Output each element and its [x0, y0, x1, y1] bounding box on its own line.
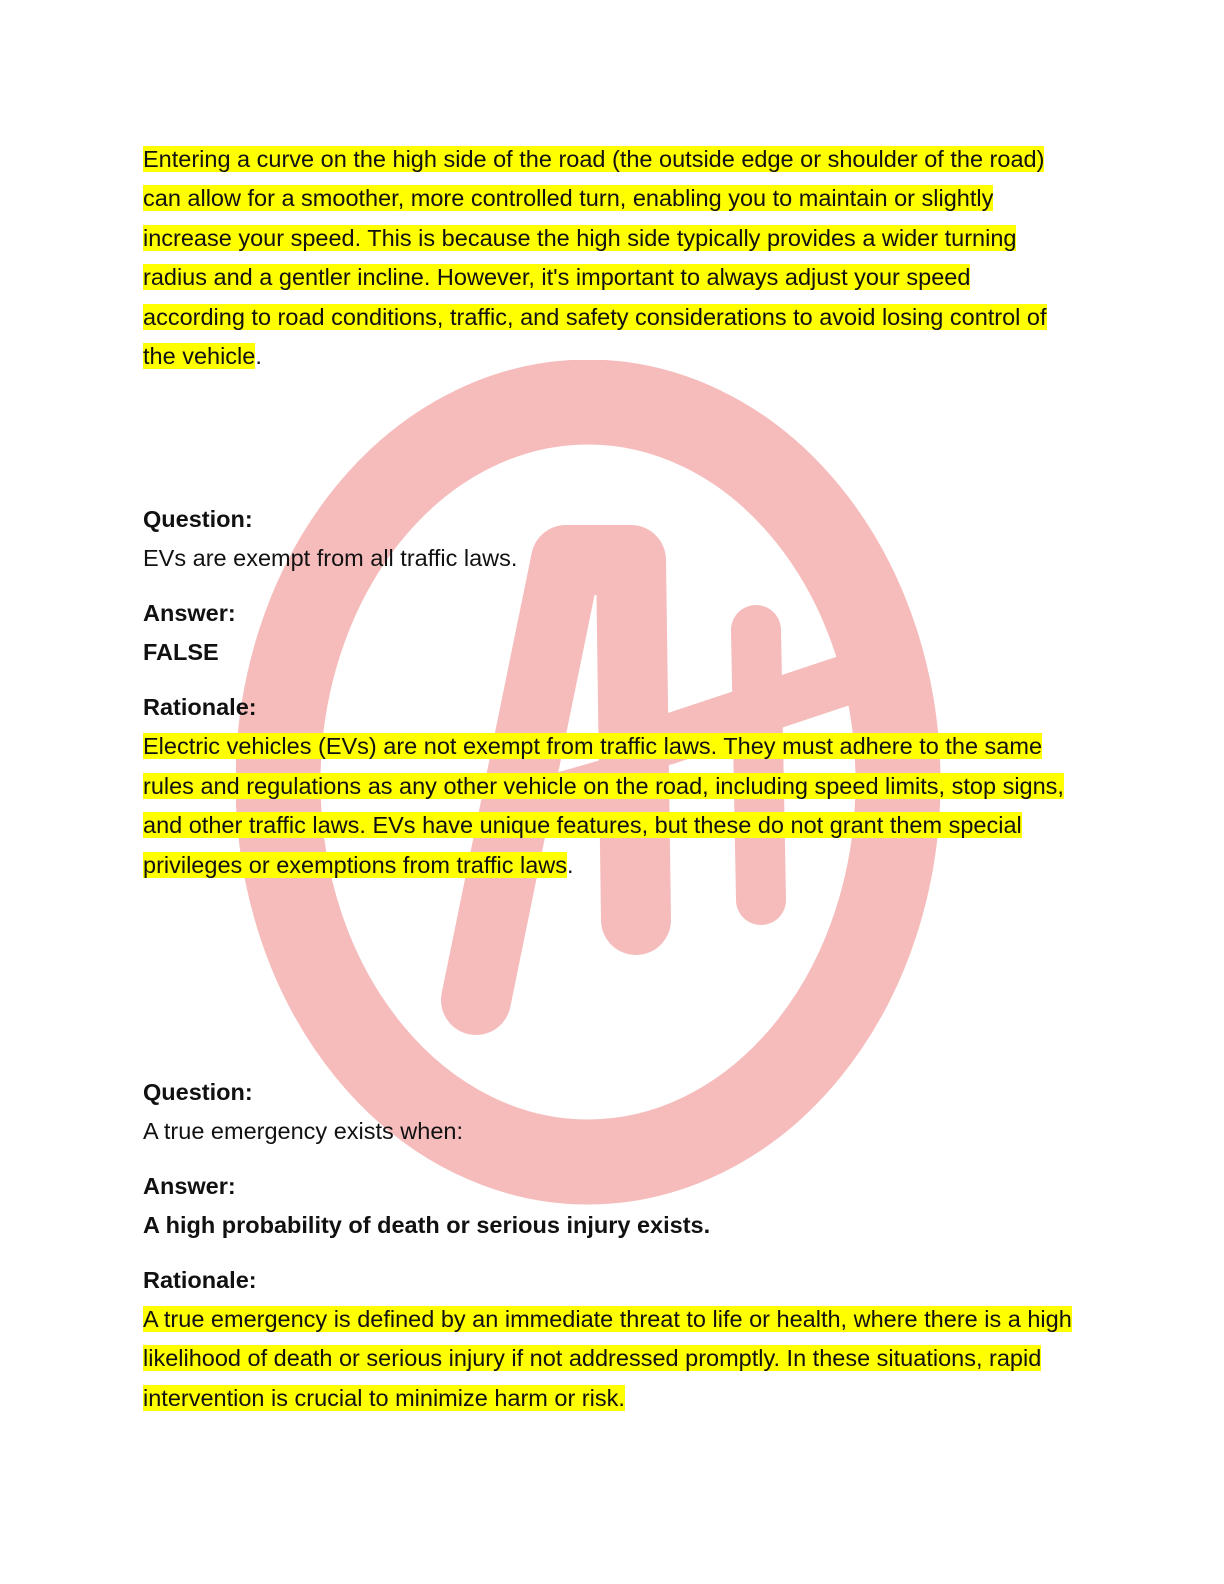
answer-label: Answer: [143, 600, 236, 627]
answer-text: A high probability of death or serious injury exists. [143, 1212, 711, 1239]
answer-text: FALSE [143, 639, 219, 666]
rationale-label: Rationale: [143, 694, 257, 721]
question-label: Question: [143, 506, 253, 533]
highlighted-text: A true emergency is defined by an immediate threat to life or health, where there is a high likelihood of death or serious injury if not addressed promptly. In these situations, rapid intervention is crucial to minimize harm or risk. [143, 1306, 1072, 1411]
rationale-label: Rationale: [143, 1267, 257, 1294]
qa-block-true-emergency [143, 1073, 1078, 1418]
trailing-punctuation: . [567, 851, 574, 878]
highlighted-text: Entering a curve on the high side of the road (the outside edge or shoulder of the road) can allow for a smoother, more controlled turn, enabling you to maintain or slightly increase your speed. This is because the high side typically provides a wider turning radius and a gentler incline. However, it's important to always adjust your speed according to road conditions, traffic, and safety considerations to avoid losing control of the vehicle [143, 146, 1047, 370]
document-body [143, 140, 1078, 1418]
rationale-paragraph [143, 1300, 1078, 1418]
intro-rationale-paragraph [143, 140, 1078, 376]
question-text: EVs are exempt from all traffic laws. [143, 545, 518, 572]
trailing-punctuation: . [255, 343, 262, 370]
rationale-paragraph [143, 727, 1078, 885]
highlighted-text: Electric vehicles (EVs) are not exempt from traffic laws. They must adhere to the same rules and regulations as any other vehicle on the road, including speed limits, stop signs, and other traffic laws. EVs have unique features, but these do not grant them special privileges or exemptions from traffic laws [143, 733, 1064, 878]
answer-label: Answer: [143, 1173, 236, 1200]
question-label: Question: [143, 1079, 253, 1106]
qa-block-evs [143, 500, 1078, 885]
question-text: A true emergency exists when: [143, 1118, 464, 1145]
